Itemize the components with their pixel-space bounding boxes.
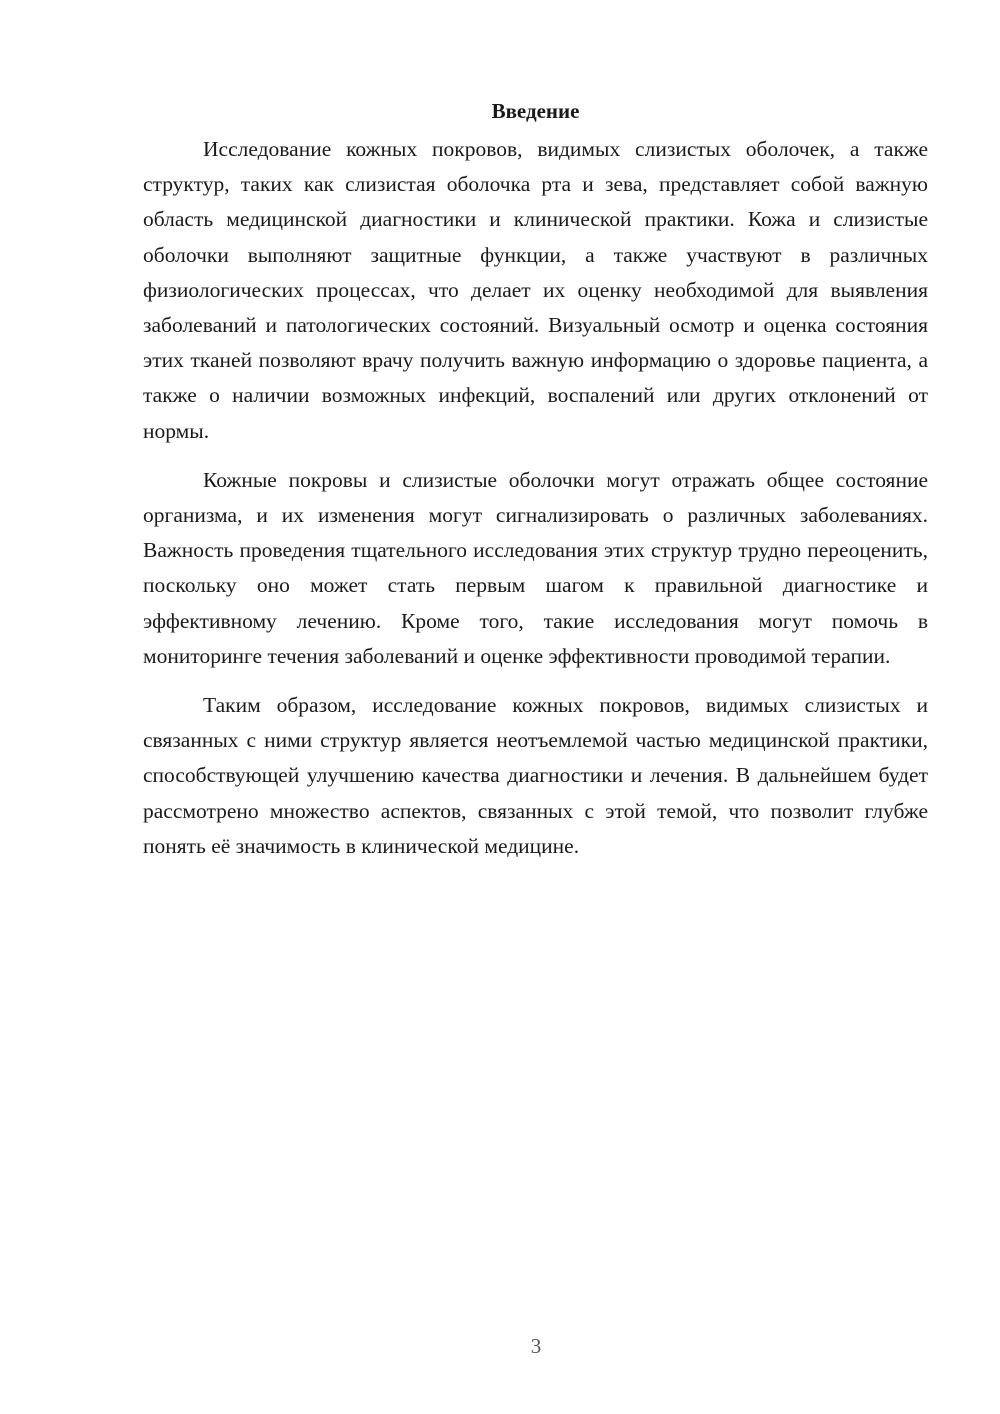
page-number: 3 — [530, 1334, 542, 1358]
paragraph-3: Таким образом, исследование кожных покровов, видимых слизистых и связанных с ними структур является неотъемлемой частью медицинской практики, способствующей улучшению качества диагностики и лечения. В дальнейшем будет рассмотрено множество аспектов, связанных с этой темой, что позволит глубже понять её значимость в клинической медицине. — [143, 693, 928, 858]
document-body — [143, 96, 928, 864]
paragraph-2: Кожные покровы и слизистые оболочки могут отражать общее состояние организма, и их изменения могут сигнализировать о различных заболеваниях. Важность проведения тщательного исследования этих структур трудно переоценить, поскольку оно может стать первым шагом к правильной диагностике и эффективному лечению. Кроме того, такие исследования могут помочь в мониторинге течения заболеваний и оценке эффективности проводимой терапии. — [143, 467, 928, 668]
section-heading: Введение — [491, 99, 580, 123]
paragraph-1: Исследование кожных покровов, видимых слизистых оболочек, а также структур, таких как слизистая оболочка рта и зева, представляет собой важную область медицинской диагностики и клинической практики. Кожа и слизистые оболочки выполняют защитные функции, а также участвуют в различных физиологических процессах, что делает их оценку необходимой для выявления заболеваний и патологических состояний. Визуальный осмотр и оценка состояния этих тканей позволяют врачу получить важную информацию о здоровье пациента, а также о наличии возможных инфекций, воспалений или других отклонений от нормы. — [143, 137, 928, 443]
